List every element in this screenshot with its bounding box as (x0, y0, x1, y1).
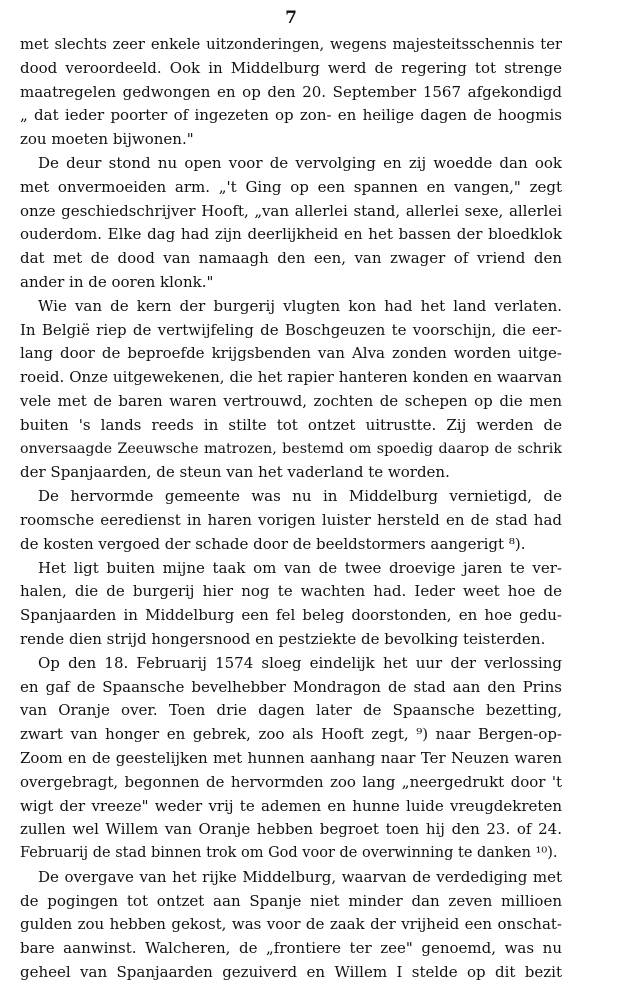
text-line: lang door de beproefde krijgsbenden van Alva zonden worden uitge- (20, 344, 562, 363)
text-line: maatregelen gedwongen en op den 20. September 1567 afgekondigd (20, 82, 562, 101)
paragraph-1 (20, 33, 562, 152)
paragraph-7 (20, 866, 562, 985)
text-line: dood veroordeeld. Ook in Middelburg werd de regering tot strenge (20, 58, 562, 77)
text-line: onversaagde Zeeuwsche matrozen, bestemd om spoedig daarop de schrik (20, 440, 562, 457)
text-line: De overgave van het rijke Middelburg, waarvan de verdediging met (38, 867, 562, 886)
text-line: De deur stond nu open voor de vervolging en zij woedde dan ook (38, 153, 562, 172)
text-line: ouderdom. Elke dag had zijn deerlijkheid en het bassen der bloedklok (20, 225, 562, 244)
text-line: halen, die de burgerij hier nog te wachten had. Ieder weet hoe de (20, 582, 562, 601)
text-line: der Spanjaarden, de steun van het vaderland te worden. (20, 463, 450, 482)
text-line: Zoom en de geestelijken met hunnen aanhang naar Ter Neuzen waren (20, 748, 562, 767)
text-line: de pogingen tot ontzet aan Spanje niet minder dan zeven millioen (20, 891, 562, 910)
page-number: 7 (285, 8, 297, 28)
text-line: Op den 18. Februarij 1574 sloeg eindelijk het uur der verlossing (38, 653, 562, 672)
paragraph-2 (20, 152, 562, 295)
text-line: zullen wel Willem van Oranje hebben begroet toen hij den 23. of 24. (20, 820, 562, 839)
text-line: roomsche eeredienst in haren vorigen luister hersteld en de stad had (20, 510, 562, 529)
text-line: wigt der vreeze" weder vrij te ademen en hunne luide vreugdekreten (20, 796, 562, 815)
text-line: rende dien strijd hongersnood en pestziekte de bevolking teisterden. (20, 629, 546, 648)
text-line: Spanjaarden in Middelburg een fel beleg doorstonden, en hoe gedu- (20, 606, 562, 625)
text-line: zwart van honger en gebrek, zoo als Hooft zegt, ⁹) naar Bergen-op- (20, 725, 562, 744)
text-line: onze geschiedschrijver Hooft, „van allerlei stand, allerlei sexe, allerlei (20, 201, 562, 220)
text-line: Het ligt buiten mijne taak om van de twee droevige jaren te ver- (38, 558, 562, 577)
text-line: en gaf de Spaansche bevelhebber Mondragon de stad aan den Prins (20, 677, 562, 696)
paragraph-5 (20, 557, 562, 652)
text-line: bare aanwinst. Walcheren, de „frontiere ter zee" genoemd, was nu (20, 939, 562, 958)
text-line: dat met de dood van namaagh den een, van zwager of vriend den (20, 249, 562, 268)
text-line: De hervormde gemeente was nu in Middelburg vernietigd, de (38, 487, 562, 506)
text-line: „ dat ieder poorter of ingezeten op zon- en heilige dagen de hoogmis (20, 106, 562, 125)
text-line: met slechts zeer enkele uitzonderingen, wegens majesteitsschennis ter (20, 36, 562, 53)
text-line: van Oranje over. Toen drie dagen later de Spaansche bezetting, (20, 701, 562, 720)
paragraph-3 (20, 295, 562, 485)
text-line: gulden zou hebben gekost, was voor de zaak der vrijheid een onschat- (20, 915, 562, 934)
text-line: vele met de baren waren vertrouwd, zochten de schepen op die men (20, 391, 562, 410)
paragraph-4 (20, 485, 562, 556)
text-line: Wie van de kern der burgerij vlugten kon had het land verlaten. (38, 296, 562, 315)
text-line: ander in de ooren klonk." (20, 272, 214, 291)
text-line: overgebragt, begonnen de hervormden zoo lang „neergedrukt door 't (20, 772, 562, 791)
text-line: met onvermoeiden arm. „'t Ging op een spannen en vangen," zegt (20, 177, 562, 196)
paragraph-6 (20, 652, 562, 866)
text-line: In België riep de vertwijfeling de Boschgeuzen te voorschijn, die eer- (20, 320, 562, 339)
text-line: geheel van Spanjaarden gezuiverd en Willem I stelde op dit bezit (20, 963, 562, 982)
text-line: Februarij de stad binnen trok om God voor de overwinning te danken ¹⁰). (20, 845, 558, 862)
text-line: buiten 's lands reeds in stilte tot ontzet uitrustte. Zij werden de (20, 415, 562, 434)
text-line: zou moeten bijwonen." (20, 130, 194, 149)
text-line: roeid. Onze uitgewekenen, die het rapier hanteren konden en waarvan (20, 368, 562, 387)
text-line: de kosten vergoed der schade door de beeldstormers aangerigt ⁸). (20, 534, 526, 553)
